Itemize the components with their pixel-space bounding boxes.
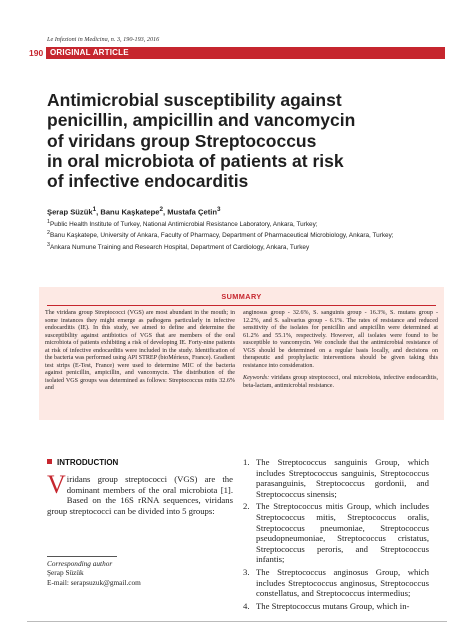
red-square-icon bbox=[47, 459, 52, 464]
author-list bbox=[47, 206, 447, 217]
introduction-heading bbox=[47, 458, 118, 467]
list-number: 1. bbox=[243, 457, 250, 467]
title-line: penicillin, ampicillin and vancomycin bbox=[47, 110, 356, 131]
summary-heading: SUMMARY bbox=[221, 292, 262, 301]
summary-text: anginosus group - 32.6%, S. sanguinis group - 16.3%, S. mutans group - 12.2%, and S. salivarius group - 6.1%. The rates of resistance and reduced sensitivity of the isolates for penicillin and ampicillin were determined at 61.2% and 55.1%, respectively. However, all isolates were found to be susceptible to vancomycin. We conclude that the antimicrobial resistance of VGS should be determined on a regular basis locally, and decisions on therapeutic and prophylactic interventions should be given taking this resistance into consideration. bbox=[243, 310, 438, 369]
list-item bbox=[243, 457, 429, 499]
author-separator: , bbox=[96, 207, 101, 217]
article-title bbox=[47, 90, 447, 191]
author-affil-mark: 2 bbox=[159, 206, 163, 213]
page-number: 190 bbox=[29, 48, 44, 58]
list-item-text: The Streptococcus anginosus Group, which includes Streptococcus anginosus, Streptococcus constellatus, and Streptococcus intermedius; bbox=[256, 566, 429, 599]
affiliations bbox=[47, 218, 427, 252]
introduction-heading-text: INTRODUCTION bbox=[57, 458, 119, 467]
correspondence-email[interactable]: E-mail: serapsuzuk@gmail.com bbox=[47, 577, 141, 587]
affiliation-item bbox=[47, 218, 427, 229]
affiliation-text: Public Health Institute of Turkey, National Antimicrobial Resistance Laboratory, Ankara, Turkey; bbox=[49, 221, 318, 229]
author-affil-mark: 3 bbox=[217, 206, 221, 213]
keywords-label: Keywords: bbox=[243, 375, 270, 382]
list-item-text: The Streptococcus mutans Group, which in- bbox=[256, 600, 410, 611]
keywords-text: viridans group streptococci, oral microbiota, infective endocarditis, beta-lactam, antimicrobial resistance. bbox=[243, 375, 438, 389]
summary-divider bbox=[47, 305, 436, 306]
affiliation-mark: 3 bbox=[47, 241, 50, 248]
page-bottom-rule bbox=[27, 621, 447, 622]
introduction-text: iridans group streptococci (VGS) are the dominant members of the oral microbiota [1]. Based on the 16S rRNA sequences, viridans group streptococci can be divided into 5 groups: bbox=[47, 474, 233, 516]
correspondence-note bbox=[47, 559, 233, 587]
list-item-text: The Streptococcus mitis Group, which includes Streptococcus mitis, Streptococcus oralis, Streptococcus pneumoniae, Streptococcus pseudopneumoniae, Streptococcus cristatus, Streptococcus peroris, and Streptococcus infantis; bbox=[256, 501, 429, 565]
title-line: of viridans group Streptococcus bbox=[47, 130, 317, 151]
list-number: 4. bbox=[243, 600, 250, 611]
author-separator: , bbox=[162, 207, 168, 217]
list-number: 3. bbox=[243, 566, 250, 577]
affiliation-mark: 1 bbox=[47, 219, 50, 225]
dropcap-letter: V bbox=[47, 470, 66, 499]
summary-text: The viridans group Streptococci (VGS) are most abundant in the mouth; in some instances they might emerge as pathogens particularly in infective endocarditis (IE). In this study, we aimed to define and determine the susceptibility against antibiotics of VGS that are members of the oral microbiota of patients exhibiting a risk of developing IE. Forty-nine patients at risk of infective endocarditis were included in the study. Identification of the bacteria was performed using API STREP (bioMérieux, France). Gradient test strips (E-Test, France) were used to determine MIC of the bacteria against penicillin, ampicillin, and vancomycin. The distribution of the isolated VGS groups was determined as follows: Streptococcus mitis 32.6% and bbox=[45, 310, 235, 392]
list-item-text: The Streptococcus sanguinis Group, which includes Streptococcus sanguinis, Streptococcus parasanguinis, Streptococcus gordonii, and Streptococcus sinensis; bbox=[256, 457, 429, 499]
keywords bbox=[243, 375, 438, 390]
introduction-body bbox=[47, 470, 233, 516]
section-label: ORIGINAL ARTICLE bbox=[46, 47, 445, 59]
summary-left-column bbox=[45, 310, 235, 398]
title-line: Antimicrobial susceptibility against bbox=[47, 90, 342, 110]
author-name: Şerap Süzük bbox=[47, 207, 93, 217]
author-name: Mustafa Çetin bbox=[167, 207, 217, 217]
correspondence-label: Corresponding author bbox=[47, 559, 113, 568]
author-name: Banu Kaşkatepe bbox=[100, 207, 160, 217]
vgs-group-list bbox=[243, 457, 429, 613]
footnote-divider bbox=[47, 556, 117, 557]
affiliation-text: Ankara Numune Training and Research Hospital, Department of Cardiology, Ankara, Turkey bbox=[49, 243, 310, 251]
list-number: 2. bbox=[243, 501, 250, 512]
affiliation-item bbox=[47, 241, 427, 252]
list-item bbox=[243, 567, 429, 599]
journal-citation: Le Infezioni in Medicina, n. 3, 190-193, 2016 bbox=[47, 36, 160, 43]
author-affil-mark: 1 bbox=[92, 206, 97, 213]
title-line: of infective endocarditis bbox=[47, 171, 249, 192]
correspondence-name: Şerap Süzük bbox=[47, 568, 84, 578]
title-line: in oral microbiota of patients at risk bbox=[47, 150, 344, 171]
list-item bbox=[243, 601, 429, 612]
affiliation-item bbox=[47, 229, 427, 240]
affiliation-text: Banu Kaşkatepe, University of Ankara, Faculty of Pharmacy, Department of Pharmaceutical Microbiology, Ankara, Turkey; bbox=[49, 232, 394, 240]
summary-right-column bbox=[243, 310, 438, 395]
summary-box bbox=[39, 287, 444, 420]
list-item bbox=[243, 501, 429, 565]
affiliation-mark: 2 bbox=[47, 230, 50, 237]
section-header-bar bbox=[29, 47, 445, 59]
